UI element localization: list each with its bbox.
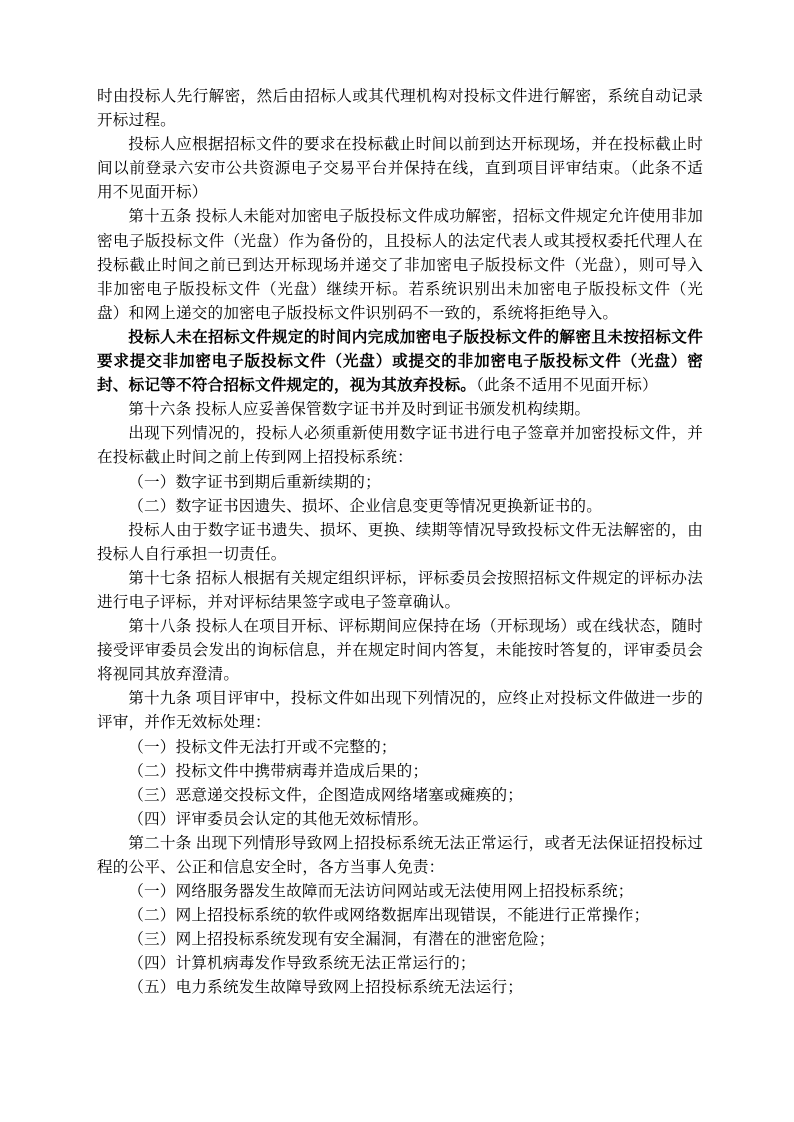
paragraph <box>97 952 703 976</box>
paragraph-text: 第十五条 投标人未能对加密电子版投标文件成功解密，招标文件规定允许使用非加密电子版投标文件（光盘）作为备份的，且投标人的法定代表人或其授权委托代理人在投标截止时间之前已到达开标现场并递交了非加密电子版投标文件（光盘），则可导入非加密电子版投标文件（光盘）继续开标。若系统识别出未加密电子版投标文件（光盘）和网上递交的加密电子版投标文件识别码不一致的，系统将拒绝导入。 <box>97 208 703 322</box>
paragraph-text: （二）投标文件中携带病毒并造成后果的； <box>128 762 429 780</box>
paragraph-text: （此条不适用不见面开标） <box>476 377 658 395</box>
paragraph-text: （一）网络服务器发生故障而无法访问网站或无法使用网上招投标系统； <box>128 883 634 901</box>
paragraph-text: （二）数字证书因遗失、损坏、企业信息变更等情况更换新证书的。 <box>128 497 603 515</box>
paragraph-text: （一）投标文件无法打开或不完整的； <box>128 738 397 756</box>
paragraph-text: （三）恶意递交投标文件，企图造成网络堵塞或瘫痪的； <box>128 786 524 804</box>
paragraph <box>97 784 703 808</box>
paragraph <box>97 567 703 615</box>
paragraph-text: （四）计算机病毒发作导致系统无法正常运行的； <box>128 955 476 973</box>
paragraph <box>97 519 703 567</box>
paragraph <box>97 832 703 880</box>
paragraph-text: （五）电力系统发生故障导致网上招投标系统无法运行； <box>128 979 524 997</box>
paragraph-text: 投标人由于数字证书遗失、损坏、更换、续期等情况导致投标文件无法解密的，由投标人自行承担一切责任。 <box>97 521 703 563</box>
paragraph-text: 第十八条 投标人在项目开标、评标期间应保持在场（开标现场）或在线状态，随时接受评审委员会发出的询标信息，并在规定时间内答复，未能按时答复的，评审委员会将视同其放弃澄清。 <box>97 618 703 684</box>
paragraph-text: （二）网上招投标系统的软件或网络数据库出现错误，不能进行正常操作； <box>128 907 650 925</box>
paragraph <box>97 808 703 832</box>
paragraph-text: 投标人应根据招标文件的要求在投标截止时间以前到达开标现场，并在投标截止时间以前登录六安市公共资源电子交易平台并保持在线，直到项目评审结束。（此条不适用不见面开标） <box>97 136 703 202</box>
paragraph <box>97 326 703 398</box>
paragraph-text: （四）评审委员会认定的其他无效标情形。 <box>128 810 429 828</box>
paragraph <box>97 85 703 133</box>
paragraph-text: （一）数字证书到期后重新续期的； <box>128 473 381 491</box>
paragraph <box>97 928 703 952</box>
paragraph-text-bold: 投标人未在招标文件规定的时间内完成加密电子版投标文件的解密且未按招标文件要求提交非加密电子版投标文件（光盘）或提交的非加密电子版投标文件（光盘）密封、标记等不符合招标文件规定的，视为其放弃投标。 <box>97 328 703 395</box>
paragraph-text: 出现下列情况的，投标人必须重新使用数字证书进行电子签章并加密投标文件，并在投标截止时间之前上传到网上招投标系统： <box>97 425 703 467</box>
paragraph <box>97 471 703 495</box>
paragraph <box>97 495 703 519</box>
paragraph <box>97 133 703 205</box>
paragraph-text: 时由投标人先行解密，然后由招标人或其代理机构对投标文件进行解密，系统自动记录开标过程。 <box>97 88 703 130</box>
paragraph <box>97 736 703 760</box>
paragraph <box>97 880 703 904</box>
paragraph <box>97 398 703 422</box>
paragraph <box>97 687 703 735</box>
paragraph <box>97 615 703 687</box>
paragraph <box>97 205 703 325</box>
paragraph <box>97 904 703 928</box>
paragraph-text: 第十九条 项目评审中，投标文件如出现下列情况的，应终止对投标文件做进一步的评审，并作无效标处理： <box>97 690 703 732</box>
paragraph <box>97 976 703 1000</box>
paragraph-text: 第二十条 出现下列情形导致网上招投标系统无法正常运行，或者无法保证招投标过程的公平、公正和信息安全时，各方当事人免责： <box>97 834 703 876</box>
paragraph-text: 第十六条 投标人应妥善保管数字证书并及时到证书颁发机构续期。 <box>128 401 591 419</box>
paragraph <box>97 422 703 470</box>
paragraph-text: （三）网上招投标系统发现有安全漏洞，有潜在的泄密危险； <box>128 931 555 949</box>
paragraph-text: 第十七条 招标人根据有关规定组织评标，评标委员会按照招标文件规定的评标办法进行电子评标，并对评标结果签字或电子签章确认。 <box>97 569 703 611</box>
document-body <box>97 85 703 1001</box>
paragraph <box>97 760 703 784</box>
